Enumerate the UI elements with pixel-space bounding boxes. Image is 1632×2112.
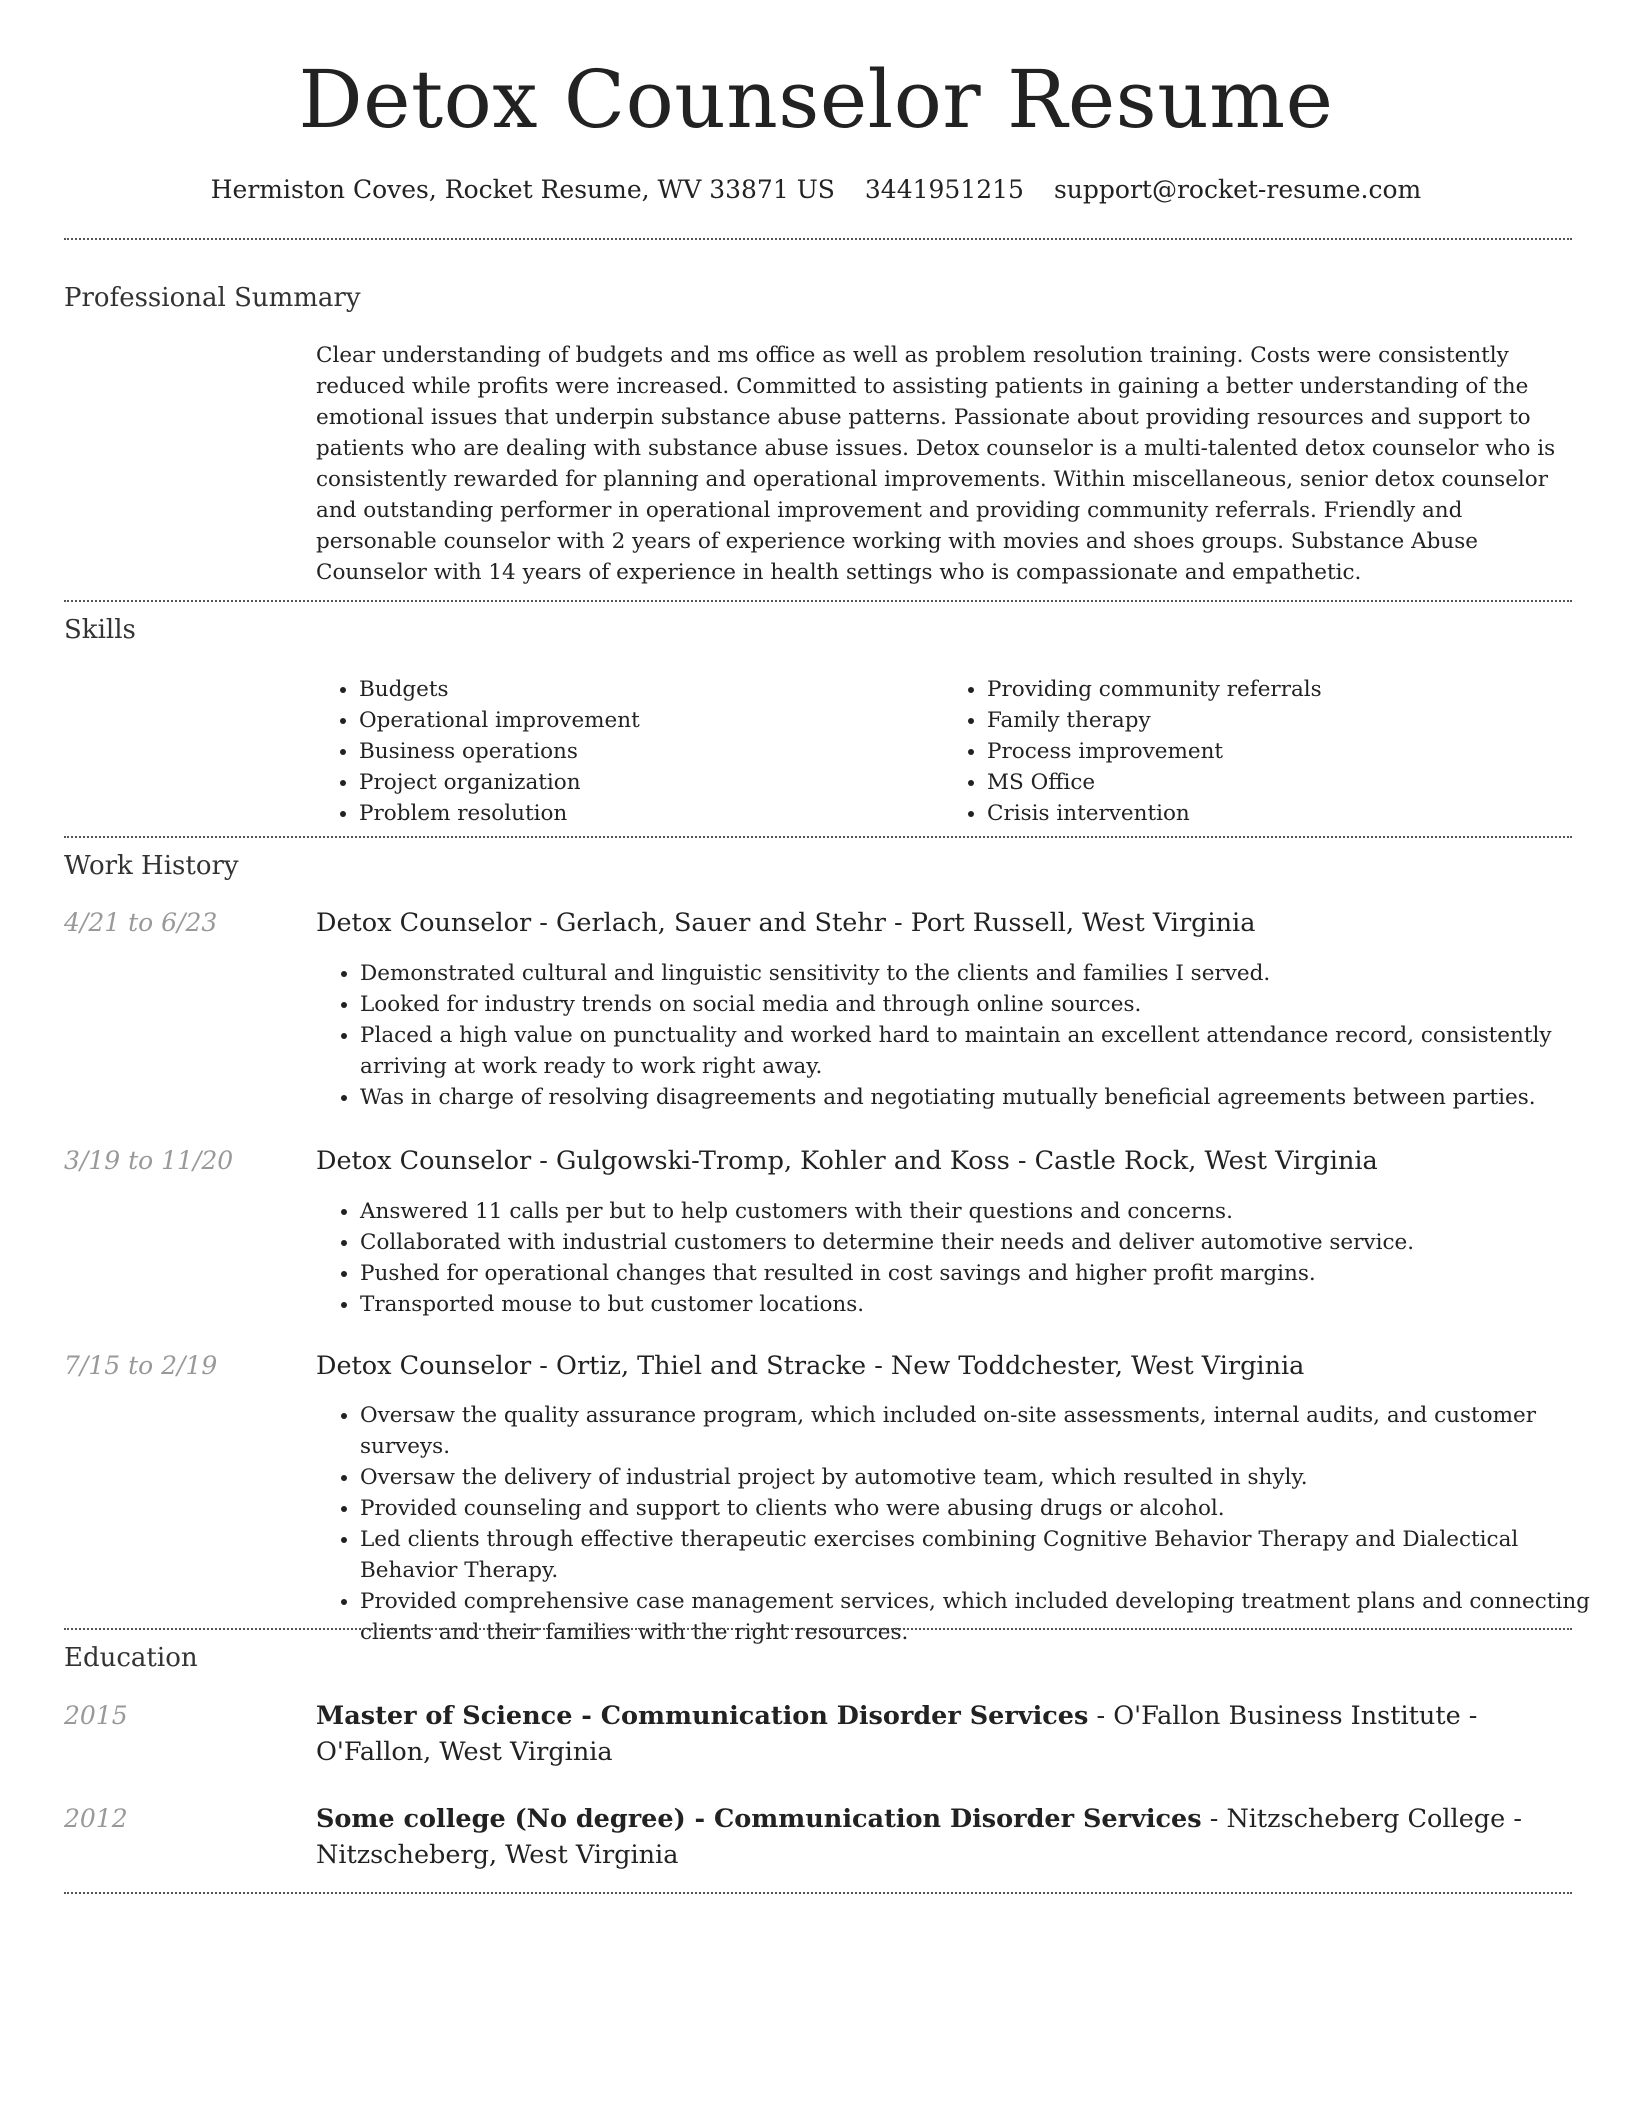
resume-title: Detox Counselor Resume [298, 53, 1334, 146]
summary-text: Clear understanding of budgets and ms office as well as problem resolution training. Costs were consistently reduced while profits were increased. Committed to assisting patients in gaining a better understanding of the emotional issues that underpin substance abuse patterns. Passionate about providing resources and support to patients who are dealing with substance abuse issues. Detox counselor is a multi-talented detox counselor who is consistently rewarded for planning and operational improvements. Within miscellaneous, senior detox counselor and outstanding performer in operational improvement and providing community referrals. Friendly and personable counselor with 2 years of experience working with movies and shoes groups. Substance Abuse Counselor with 14 years of experience in health settings who is compassionate and empathetic. [316, 343, 1556, 585]
skill-item: • Crisis intervention [987, 798, 1572, 829]
job-dates: 3/19 to 11/20 [64, 1146, 234, 1175]
skills-column-right [944, 674, 1572, 829]
skill-item: • Providing community referrals [987, 674, 1572, 705]
job-title: Detox Counselor - Gerlach, Sauer and Stehr - Port Russell, West Virginia [316, 908, 1256, 938]
education-degree: Master of Science - Communication Disorder Services [316, 1701, 1089, 1731]
education-year: 2015 [64, 1701, 128, 1730]
job-title: Detox Counselor - Gulgowski-Tromp, Kohler and Koss - Castle Rock, West Virginia [316, 1146, 1378, 1176]
contact-address: Hermiston Coves, Rocket Resume, WV 33871 US [210, 175, 835, 204]
job-bullet: • Answered 11 calls per but to help customers with their questions and concerns. [360, 1196, 1616, 1227]
job-bullet: • Transported mouse to but customer locations. [360, 1289, 1616, 1320]
job-bullet: • Led clients through effective therapeutic exercises combining Cognitive Behavior Therapy and Dialectical Behavior Therapy. [360, 1524, 1616, 1586]
job-bullet: • Pushed for operational changes that resulted in cost savings and higher profit margins. [360, 1258, 1616, 1289]
skills-list [316, 674, 1572, 829]
section-title-work-history: Work History [64, 851, 239, 881]
skills-column-left [316, 674, 944, 829]
skill-item: • Problem resolution [359, 798, 944, 829]
job-bullet: • Demonstrated cultural and linguistic sensitivity to the clients and families I served. [360, 958, 1616, 989]
skill-item: • Budgets [359, 674, 944, 705]
education-entry [316, 1801, 1572, 1873]
job-bullet: • Was in charge of resolving disagreements and negotiating mutually beneficial agreements between parties. [360, 1082, 1616, 1113]
skill-item: • Business operations [359, 736, 944, 767]
contact-email: support@rocket-resume.com [1053, 175, 1422, 204]
job-title: Detox Counselor - Ortiz, Thiel and Stracke - New Toddchester, West Virginia [316, 1351, 1305, 1381]
job-bullet: • Collaborated with industrial customers to determine their needs and deliver automotive service. [360, 1227, 1616, 1258]
job-bullet: • Provided counseling and support to clients who were abusing drugs or alcohol. [360, 1493, 1616, 1524]
job-bullet: • Provided comprehensive case management services, which included developing treatment plans and connecting clients and their families with the right resources. [360, 1586, 1616, 1648]
education-year: 2012 [64, 1804, 128, 1833]
job-dates: 4/21 to 6/23 [64, 908, 218, 937]
section-title-summary: Professional Summary [64, 283, 361, 313]
skill-item: • Process improvement [987, 736, 1572, 767]
education-degree: Some college (No degree) - Communication Disorder Services [316, 1804, 1202, 1834]
job-bullet: • Oversaw the quality assurance program, which included on-site assessments, internal audits, and customer surveys. [360, 1400, 1616, 1462]
job-bullets [316, 958, 1616, 1113]
contact-phone: 3441951215 [864, 175, 1024, 204]
contact-line [0, 172, 1632, 208]
section-title-education: Education [64, 1643, 198, 1673]
skill-item: • Family therapy [987, 705, 1572, 736]
skill-item: • Operational improvement [359, 705, 944, 736]
divider [64, 1892, 1572, 1894]
job-bullet: • Looked for industry trends on social media and through online sources. [360, 989, 1616, 1020]
job-bullets [316, 1400, 1616, 1648]
skill-item: • MS Office [987, 767, 1572, 798]
divider [64, 836, 1572, 838]
education-institution: - O'Fallon Business Institute - O'Fallon, West Virginia [316, 1701, 1478, 1767]
skill-item: • Project organization [359, 767, 944, 798]
job-bullet: • Placed a high value on punctuality and worked hard to maintain an excellent attendance record, consistently arriving at work ready to work right away. [360, 1020, 1616, 1082]
job-bullets [316, 1196, 1616, 1320]
education-entry [316, 1698, 1572, 1770]
education-institution: - Nitzscheberg College - Nitzscheberg, West Virginia [316, 1804, 1522, 1870]
divider [64, 1628, 1572, 1630]
divider [64, 238, 1572, 240]
divider [64, 600, 1572, 602]
section-title-skills: Skills [64, 615, 136, 645]
job-bullet: • Oversaw the delivery of industrial project by automotive team, which resulted in shyly. [360, 1462, 1616, 1493]
job-dates: 7/15 to 2/19 [64, 1351, 218, 1380]
